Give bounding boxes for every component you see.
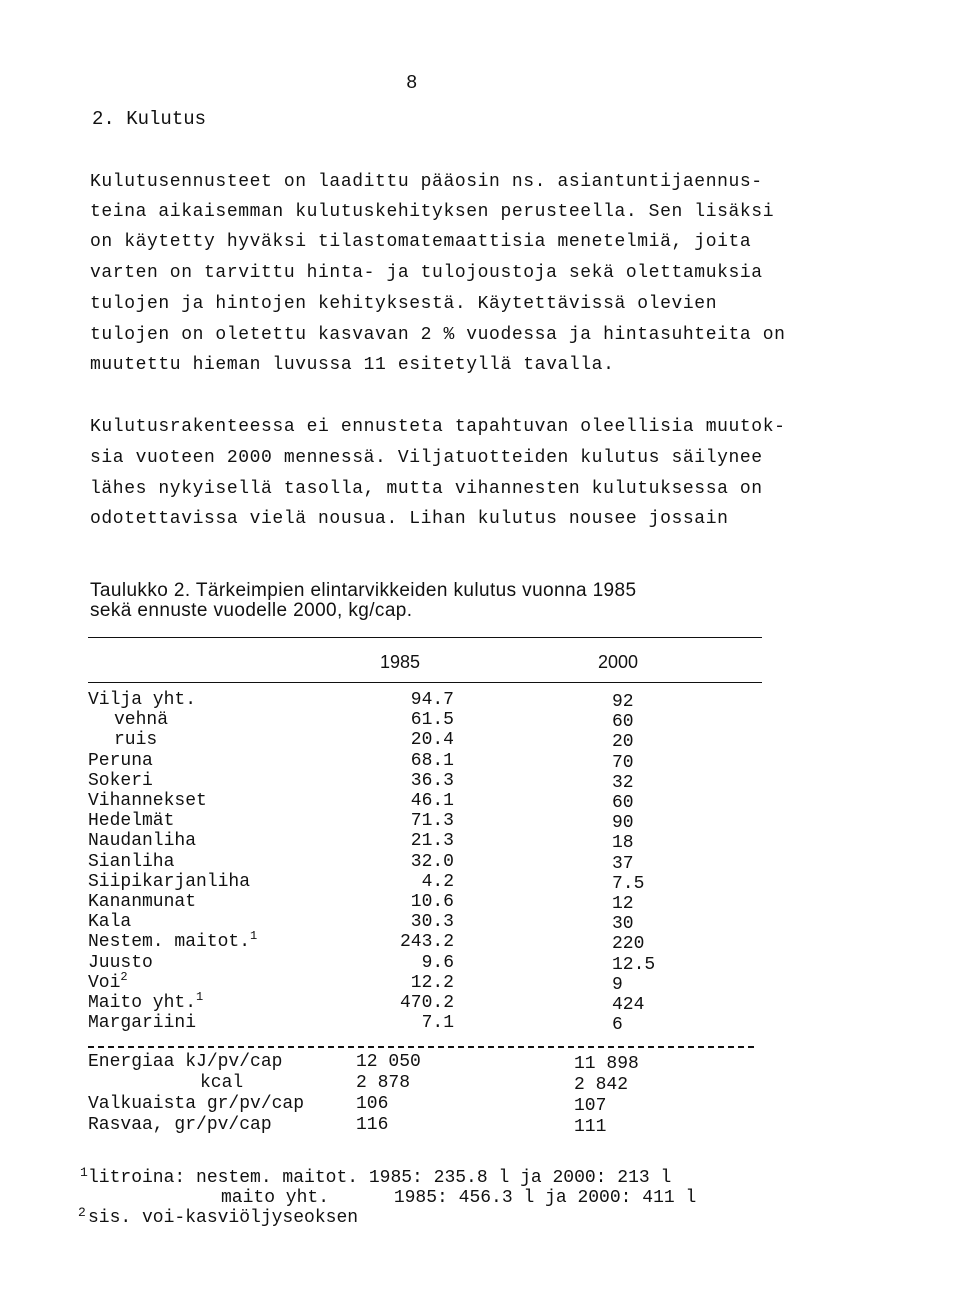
paragraph-line: varten on tarvittu hinta- ja tulojoustoja sekä olettamuksia bbox=[90, 263, 763, 283]
table-cell-2000: 70 bbox=[612, 753, 634, 773]
paragraph-line: Kulutusennusteet on laadittu pääosin ns. asiantuntijaennus- bbox=[90, 172, 763, 192]
table-row-label: Siipikarjanliha bbox=[88, 872, 251, 892]
table-cell-2000: 20 bbox=[612, 732, 634, 752]
paragraph-line: teina aikaisemman kulutuskehityksen perusteella. Sen lisäksi bbox=[90, 202, 775, 222]
table-row-label: vehnä bbox=[114, 710, 169, 730]
table-cell-1985: 10.6 bbox=[410, 892, 454, 912]
energy-row-label: Energiaa kJ/pv/cap bbox=[88, 1052, 283, 1072]
table-cell-2000: 90 bbox=[612, 813, 634, 833]
table-row-label: ruis bbox=[114, 730, 158, 750]
table-row-label: Hedelmät bbox=[88, 811, 175, 831]
paragraph-line: on käytetty hyväksi tilastomatemaattisia menetelmiä, joita bbox=[90, 232, 752, 252]
table-cell-1985: 71.3 bbox=[410, 811, 454, 831]
table-cell-2000: 30 bbox=[612, 914, 634, 934]
table-row-label: Sokeri bbox=[88, 771, 153, 791]
table-top-rule bbox=[88, 637, 762, 638]
paragraph-line: tulojen ja hintojen kehityksestä. Käytettävissä olevien bbox=[90, 294, 718, 314]
energy-cell-2000: 111 bbox=[574, 1117, 607, 1137]
table-cell-1985: 20.4 bbox=[410, 730, 454, 750]
energy-row-label: Rasvaa, gr/pv/cap bbox=[88, 1115, 272, 1135]
energy-cell-1985: 116 bbox=[356, 1115, 389, 1135]
table-cell-1985: 470.2 bbox=[399, 993, 454, 1013]
table-cell-1985: 94.7 bbox=[410, 690, 454, 710]
table-row-label: Naudanliha bbox=[88, 831, 197, 851]
table-cell-2000: 12.5 bbox=[612, 955, 656, 975]
footnote-1-line-1: litroina: nestem. maitot. 1985: 235.8 l ja 2000: 213 l bbox=[88, 1168, 672, 1188]
table-row-label: Voi$^2$ bbox=[88, 970, 128, 993]
table-row-label: Margariini bbox=[88, 1013, 197, 1033]
section-heading: 2. Kulutus bbox=[92, 108, 207, 130]
energy-row-label: Valkuaista gr/pv/cap bbox=[88, 1094, 305, 1114]
footnote-marker: 2 bbox=[120, 970, 128, 984]
table-cell-1985: 9.6 bbox=[421, 953, 454, 973]
table-row-label: Vilja yht. bbox=[88, 690, 197, 710]
paragraph-line: sia vuoteen 2000 mennessä. Viljatuotteiden kulutus säilynee bbox=[90, 448, 763, 468]
caption-line: sekä ennuste vuodelle 2000, kg/cap. bbox=[90, 600, 413, 621]
table-row-label: Maito yht.$^1$ bbox=[88, 990, 204, 1013]
table-dashed-rule bbox=[88, 1046, 754, 1048]
table-cell-1985: 12.2 bbox=[410, 973, 454, 993]
table-row-label: Juusto bbox=[88, 953, 153, 973]
energy-cell-2000: 11 898 bbox=[574, 1054, 639, 1074]
table-cell-1985: 46.1 bbox=[410, 791, 454, 811]
table-cell-2000: 6 bbox=[612, 1015, 623, 1035]
column-header-2000: 2000 bbox=[598, 652, 639, 672]
table-cell-2000: 424 bbox=[612, 995, 645, 1015]
table-cell-2000: 9 bbox=[612, 975, 623, 995]
table-cell-1985: 36.3 bbox=[410, 771, 454, 791]
table-header-rule bbox=[88, 682, 762, 683]
table-row-label: Vihannekset bbox=[88, 791, 207, 811]
table-cell-2000: 60 bbox=[612, 793, 634, 813]
table-cell-1985: 30.3 bbox=[410, 912, 454, 932]
footnote-1-line-2: maito yht. 1985: 456.3 l ja 2000: 411 l bbox=[221, 1188, 697, 1208]
paragraph-line: lähes nykyisellä tasolla, mutta vihannesten kulutuksessa on bbox=[90, 479, 763, 499]
table-cell-1985: 61.5 bbox=[410, 710, 454, 730]
footnote-1-mark: 1 bbox=[80, 1165, 88, 1180]
table-row-label: Peruna bbox=[88, 751, 153, 771]
footnote-2-text: sis. voi-kasviöljyseoksen bbox=[88, 1208, 359, 1228]
table-row-label: Nestem. maitot.$^1$ bbox=[88, 929, 258, 952]
footnote-2-mark: 2 bbox=[78, 1205, 86, 1220]
table-cell-2000: 220 bbox=[612, 934, 645, 954]
energy-cell-1985: 12 050 bbox=[356, 1052, 421, 1072]
table-cell-2000: 92 bbox=[612, 692, 634, 712]
table-row-label: Sianliha bbox=[88, 852, 175, 872]
energy-cell-1985: 106 bbox=[356, 1094, 389, 1114]
energy-cell-1985: 2 878 bbox=[356, 1073, 411, 1093]
table-cell-1985: 243.2 bbox=[399, 932, 454, 952]
energy-row-label: kcal bbox=[200, 1073, 244, 1093]
page-number: 8 bbox=[406, 72, 418, 94]
paragraph-line: Kulutusrakenteessa ei ennusteta tapahtuvan oleellisia muutok- bbox=[90, 417, 786, 437]
paragraph-line: muutettu hieman luvussa 11 esitetyllä tavalla. bbox=[90, 355, 615, 375]
table-cell-2000: 12 bbox=[612, 894, 634, 914]
footnote-marker: 1 bbox=[250, 929, 258, 943]
table-cell-1985: 21.3 bbox=[410, 831, 454, 851]
footnote-marker: 1 bbox=[196, 990, 204, 1004]
table-cell-1985: 32.0 bbox=[410, 852, 454, 872]
energy-cell-2000: 107 bbox=[574, 1096, 607, 1116]
energy-cell-2000: 2 842 bbox=[574, 1075, 629, 1095]
paragraph-line: odotettavissa vielä nousua. Lihan kulutus nousee jossain bbox=[90, 509, 729, 529]
table-cell-2000: 60 bbox=[612, 712, 634, 732]
table-cell-2000: 7.5 bbox=[612, 874, 645, 894]
table-cell-1985: 4.2 bbox=[421, 872, 454, 892]
table-cell-2000: 18 bbox=[612, 833, 634, 853]
table-cell-1985: 7.1 bbox=[421, 1013, 454, 1033]
table-cell-2000: 37 bbox=[612, 854, 634, 874]
paragraph-line: tulojen on oletettu kasvavan 2 % vuodessa ja hintasuhteita on bbox=[90, 325, 786, 345]
table-row-label: Kala bbox=[88, 912, 132, 932]
caption-line: Taulukko 2. Tärkeimpien elintarvikkeiden kulutus vuonna 1985 bbox=[90, 580, 637, 601]
column-header-1985: 1985 bbox=[380, 652, 421, 672]
table-row-label: Kananmunat bbox=[88, 892, 197, 912]
table-cell-2000: 32 bbox=[612, 773, 634, 793]
table-cell-1985: 68.1 bbox=[410, 751, 454, 771]
